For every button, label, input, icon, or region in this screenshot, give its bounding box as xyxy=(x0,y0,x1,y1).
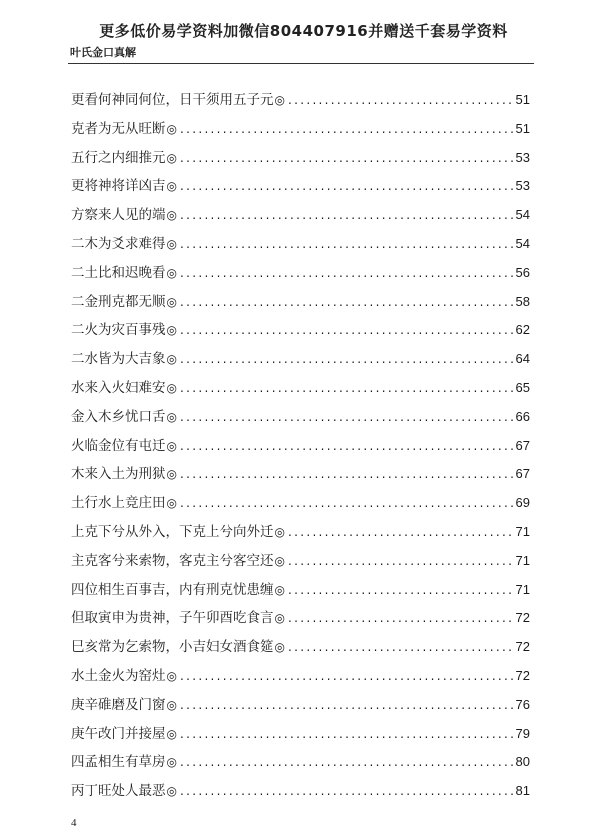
dot-leader xyxy=(180,755,513,769)
dot-leader xyxy=(288,525,513,539)
toc-entry[interactable] xyxy=(71,174,530,203)
dot-leader xyxy=(180,496,513,510)
toc-entry-title: 二火为灾百事残 xyxy=(71,322,166,339)
table-of-contents xyxy=(71,88,530,808)
dot-leader xyxy=(180,122,513,136)
toc-entry[interactable] xyxy=(71,318,530,347)
toc-entry-page: 67 xyxy=(515,437,530,453)
bullseye-marker-icon: ◎ xyxy=(274,553,285,568)
toc-entry[interactable] xyxy=(71,779,530,808)
bullseye-marker-icon: ◎ xyxy=(274,611,285,626)
dot-leader xyxy=(180,352,513,366)
toc-entry-page: 76 xyxy=(515,696,530,712)
dot-leader xyxy=(180,381,513,395)
dot-leader xyxy=(180,669,513,683)
toc-entry-title: 四孟相生有草房 xyxy=(71,754,166,771)
toc-entry-title: 木来入土为刑狱 xyxy=(71,466,166,483)
bullseye-marker-icon: ◎ xyxy=(166,784,177,799)
toc-entry-page: 53 xyxy=(515,149,530,165)
bullseye-marker-icon: ◎ xyxy=(166,726,177,741)
toc-entry-title: 火临金位有屯迁 xyxy=(71,437,166,454)
toc-entry[interactable] xyxy=(71,434,530,463)
bullseye-marker-icon: ◎ xyxy=(274,93,285,107)
toc-entry-title: 庚辛碓磨及门窗 xyxy=(71,696,166,713)
dot-leader xyxy=(180,467,513,481)
toc-entry-page: 67 xyxy=(515,466,530,482)
toc-entry-page: 81 xyxy=(515,783,530,799)
toc-entry-title: 二水皆为大吉象 xyxy=(71,351,166,368)
toc-entry-title: 五行之内细推元 xyxy=(71,149,166,166)
toc-entry-page: 80 xyxy=(515,754,530,770)
toc-entry-page: 72 xyxy=(515,667,530,683)
toc-entry-title: 二木为爻求难得 xyxy=(71,235,166,252)
toc-entry[interactable] xyxy=(71,549,530,578)
bullseye-marker-icon: ◎ xyxy=(166,150,177,165)
toc-entry-page: 53 xyxy=(515,178,530,194)
toc-entry[interactable] xyxy=(71,405,530,434)
toc-entry-title: 金入木乡忧口舌 xyxy=(71,408,166,425)
toc-entry-page: 54 xyxy=(515,207,530,223)
bullseye-marker-icon: ◎ xyxy=(166,208,177,223)
toc-entry-title: 二土比和迟晚看 xyxy=(71,264,166,281)
dot-leader xyxy=(180,295,513,309)
toc-entry-title: 主克客兮来索物，客克主兮客空还 xyxy=(71,552,274,569)
toc-entry-page: 51 xyxy=(515,92,530,107)
bullseye-marker-icon: ◎ xyxy=(274,582,285,597)
dot-leader xyxy=(180,179,513,193)
toc-entry-page: 56 xyxy=(515,264,530,280)
dot-leader xyxy=(180,784,513,798)
toc-entry[interactable] xyxy=(71,520,530,549)
toc-entry[interactable] xyxy=(71,290,530,319)
toc-entry[interactable] xyxy=(71,462,530,491)
toc-entry-page: 72 xyxy=(515,610,530,626)
bullseye-marker-icon: ◎ xyxy=(274,524,285,539)
bullseye-marker-icon: ◎ xyxy=(166,409,177,424)
bullseye-marker-icon: ◎ xyxy=(166,496,177,511)
toc-entry-title: 更将神将详凶吉 xyxy=(71,178,166,195)
toc-entry-title: 土行水上竞庄田 xyxy=(71,495,166,512)
dot-leader xyxy=(180,698,513,712)
toc-entry-page: 62 xyxy=(515,322,530,338)
bullseye-marker-icon: ◎ xyxy=(166,438,177,453)
toc-entry-title: 庚午改门并接屋 xyxy=(71,725,166,742)
toc-entry-title: 但取寅申为贵神，子午卯酉吃食言 xyxy=(71,610,274,627)
dot-leader xyxy=(180,410,513,424)
dot-leader xyxy=(288,554,513,568)
toc-entry[interactable] xyxy=(71,117,530,146)
bullseye-marker-icon: ◎ xyxy=(166,668,177,683)
toc-entry-title: 上克下兮从外入，下克上兮向外迁 xyxy=(71,523,274,540)
toc-entry-page: 64 xyxy=(515,351,530,367)
toc-entry[interactable] xyxy=(71,750,530,779)
toc-entry[interactable] xyxy=(71,491,530,520)
bullseye-marker-icon: ◎ xyxy=(166,380,177,395)
toc-entry-page: 71 xyxy=(515,581,530,597)
toc-entry-page: 71 xyxy=(515,552,530,568)
bullseye-marker-icon: ◎ xyxy=(166,697,177,712)
toc-entry-title: 水土金火为窑灶 xyxy=(71,667,166,684)
toc-entry-page: 66 xyxy=(515,408,530,424)
toc-entry-title: 水来入火妇难安 xyxy=(71,379,166,396)
dot-leader xyxy=(180,208,513,222)
bullseye-marker-icon: ◎ xyxy=(166,294,177,309)
dot-leader xyxy=(288,93,513,107)
toc-entry-title: 丙丁旺处人最恶 xyxy=(71,783,166,800)
toc-entry[interactable] xyxy=(71,664,530,693)
dot-leader xyxy=(180,323,513,337)
toc-entry-page: 79 xyxy=(515,725,530,741)
page-number: 4 xyxy=(71,817,77,829)
dot-leader xyxy=(180,237,513,251)
dot-leader xyxy=(180,727,513,741)
toc-entry[interactable] xyxy=(71,578,530,607)
toc-entry[interactable] xyxy=(71,722,530,751)
toc-entry-title: 克者为无从旺断 xyxy=(71,120,166,137)
header-divider xyxy=(68,63,534,64)
toc-entry-page: 58 xyxy=(515,293,530,309)
toc-entry-page: 72 xyxy=(515,639,530,655)
dot-leader xyxy=(288,583,513,597)
toc-entry-title: 更看何神同何位，日干须用五子元 xyxy=(71,92,274,108)
toc-entry-page: 71 xyxy=(515,523,530,539)
toc-entry-title: 巳亥常为乞索物，小吉妇女酒食筵 xyxy=(71,639,274,656)
toc-entry[interactable] xyxy=(71,232,530,261)
promo-banner: 更多低价易学资料加微信804407916并赠送千套易学资料 xyxy=(99,22,508,40)
toc-entry-page: 65 xyxy=(515,379,530,395)
dot-leader xyxy=(288,640,513,654)
bullseye-marker-icon: ◎ xyxy=(166,323,177,338)
dot-leader xyxy=(288,611,513,625)
toc-entry-page: 69 xyxy=(515,495,530,511)
toc-entry[interactable] xyxy=(71,203,530,232)
bullseye-marker-icon: ◎ xyxy=(166,265,177,280)
bullseye-marker-icon: ◎ xyxy=(166,179,177,194)
toc-entry[interactable] xyxy=(71,146,530,175)
dot-leader xyxy=(180,439,513,453)
toc-entry-page: 54 xyxy=(515,235,530,251)
bullseye-marker-icon: ◎ xyxy=(274,640,285,655)
toc-entry-page: 51 xyxy=(515,120,530,136)
bullseye-marker-icon: ◎ xyxy=(166,352,177,367)
bullseye-marker-icon: ◎ xyxy=(166,755,177,770)
dot-leader xyxy=(180,151,513,165)
toc-entry[interactable] xyxy=(71,376,530,405)
toc-entry-title: 四位相生百事吉，内有刑克忧患缠 xyxy=(71,581,274,598)
toc-entry[interactable] xyxy=(71,261,530,290)
toc-entry-title: 二金刑克都无顺 xyxy=(71,293,166,310)
toc-entry[interactable] xyxy=(71,88,530,117)
bullseye-marker-icon: ◎ xyxy=(166,467,177,482)
dot-leader xyxy=(180,266,513,280)
bullseye-marker-icon: ◎ xyxy=(166,121,177,136)
toc-entry-title: 方察来人见的端 xyxy=(71,207,166,224)
toc-entry[interactable] xyxy=(71,347,530,376)
running-header-title: 叶氏金口真解 xyxy=(70,46,136,59)
toc-entry[interactable] xyxy=(71,635,530,664)
toc-entry[interactable] xyxy=(71,606,530,635)
toc-entry[interactable] xyxy=(71,693,530,722)
bullseye-marker-icon: ◎ xyxy=(166,236,177,251)
